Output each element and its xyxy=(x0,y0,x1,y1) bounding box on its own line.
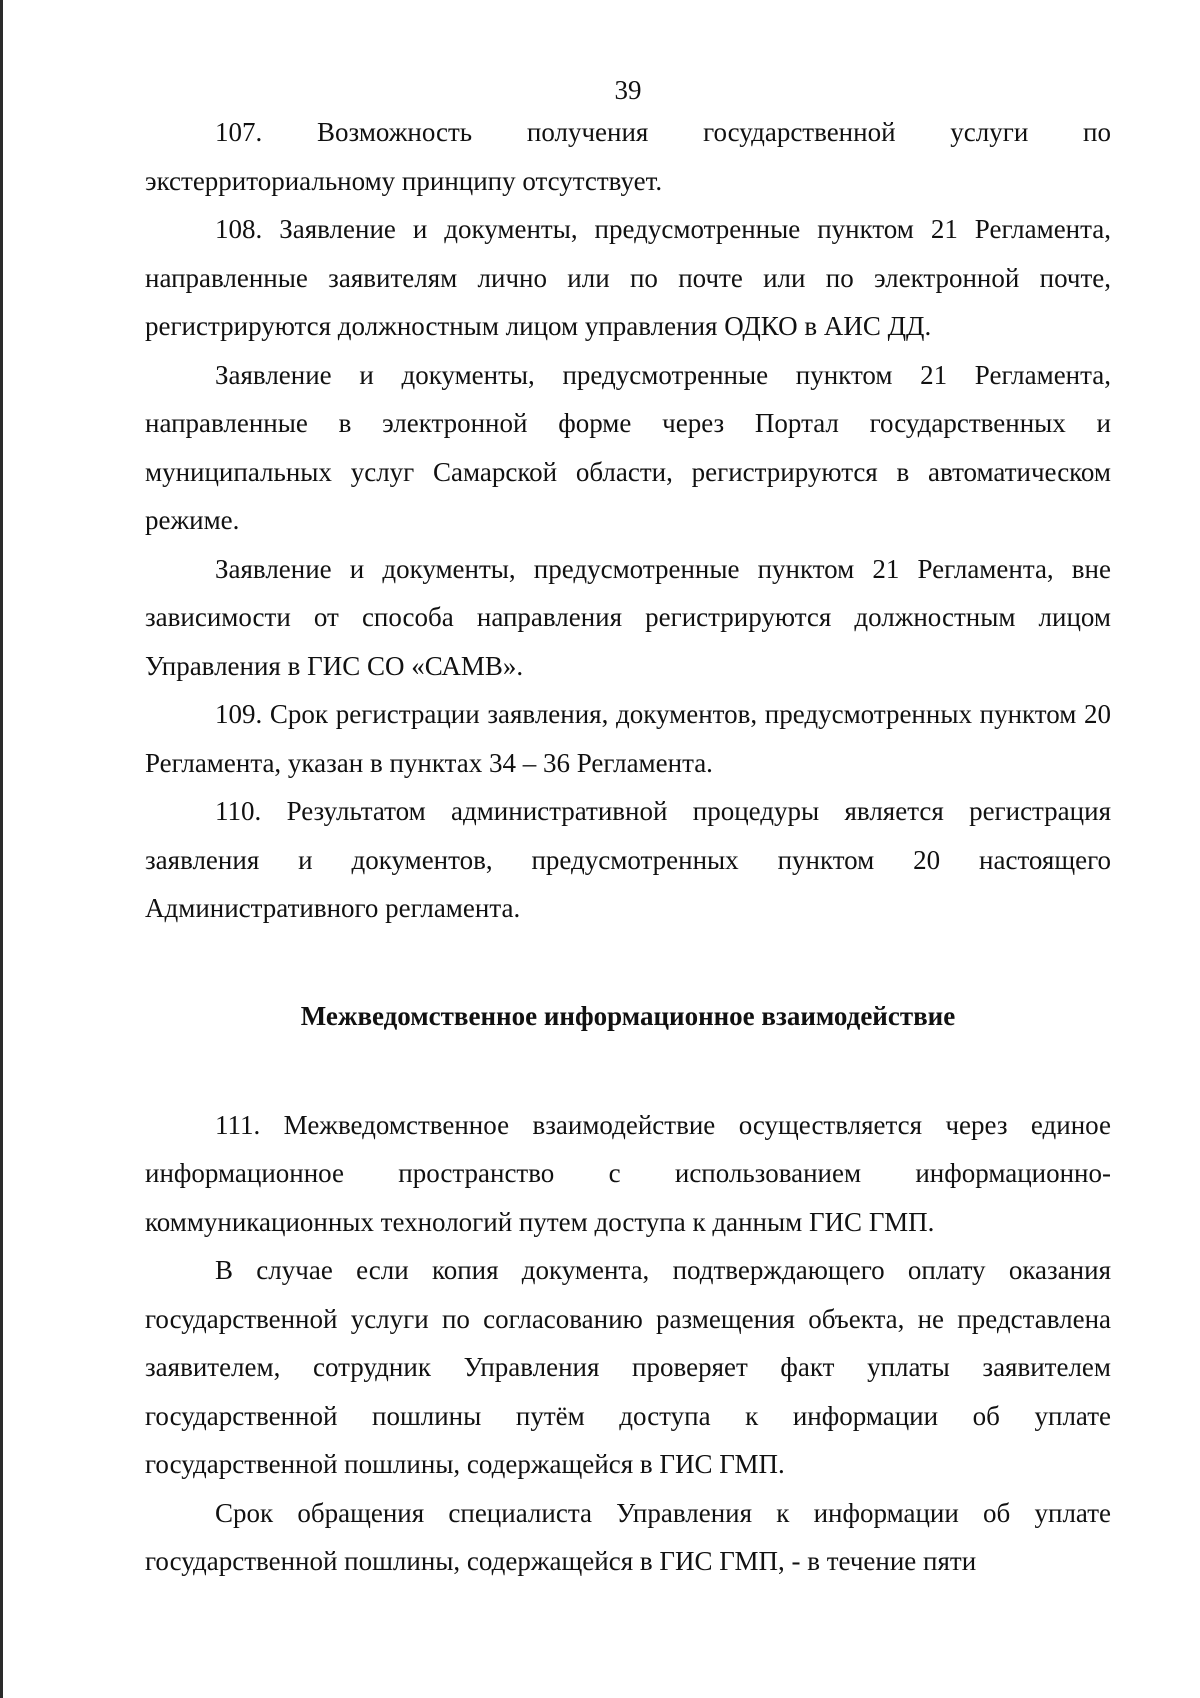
paragraph-111: 111. Межведомственное взаимодействие осуществляется через единое информационное пространство с использованием информационно-коммуникационных технологий путем доступа к данным ГИС ГМП. xyxy=(145,1109,1111,1237)
paragraph-110: 110. Результатом административной процедуры является регистрация заявления и документов, предусмотренных пунктом 20 настоящего Административного регламента. xyxy=(145,796,1111,923)
paragraph-108-electronic: Заявление и документы, предусмотренные пунктом 21 Регламента, направленные в электронной форме через Портал государственных и муниципальных услуг Самарской области, регистрируются в автоматическом режиме. xyxy=(145,359,1111,535)
scan-edge-line xyxy=(0,0,3,1698)
paragraph-111-deadline: Срок обращения специалиста Управления к информации об уплате государственной пошлины, содержащейся в ГИС ГМП, - в течение пяти xyxy=(145,1497,1111,1576)
paragraph-109: 109. Срок регистрации заявления, документов, предусмотренных пунктом 20 Регламента, указан в пунктах 34 – 36 Регламента. xyxy=(145,699,1111,778)
paragraph-107: 107. Возможность получения государственной услуги по экстерриториальному принципу отсутствует. xyxy=(145,117,1111,196)
page-number: 39 xyxy=(614,75,642,105)
document-body xyxy=(145,108,1111,1586)
paragraph-108: 108. Заявление и документы, предусмотренные пунктом 21 Регламента, направленные заявителям лично или по почте или по электронной почте, регистрируются должностным лицом управления ОДКО в АИС ДД. xyxy=(145,214,1111,341)
paragraph-111-fee-check: В случае если копия документа, подтверждающего оплату оказания государственной услуги по согласованию размещения объекта, не представлена заявителем, сотрудник Управления проверяет факт уплаты заявителем государственной пошлины путём доступа к информации об уплате государственной пошлины, содержащейся в ГИС ГМП. xyxy=(145,1255,1111,1479)
paragraph-108-registration: Заявление и документы, предусмотренные пунктом 21 Регламента, вне зависимости от способа направления регистрируются должностным лицом Управления в ГИС СО «САМВ». xyxy=(145,553,1111,681)
section-heading: Межведомственное информационное взаимодействие xyxy=(300,1000,956,1031)
